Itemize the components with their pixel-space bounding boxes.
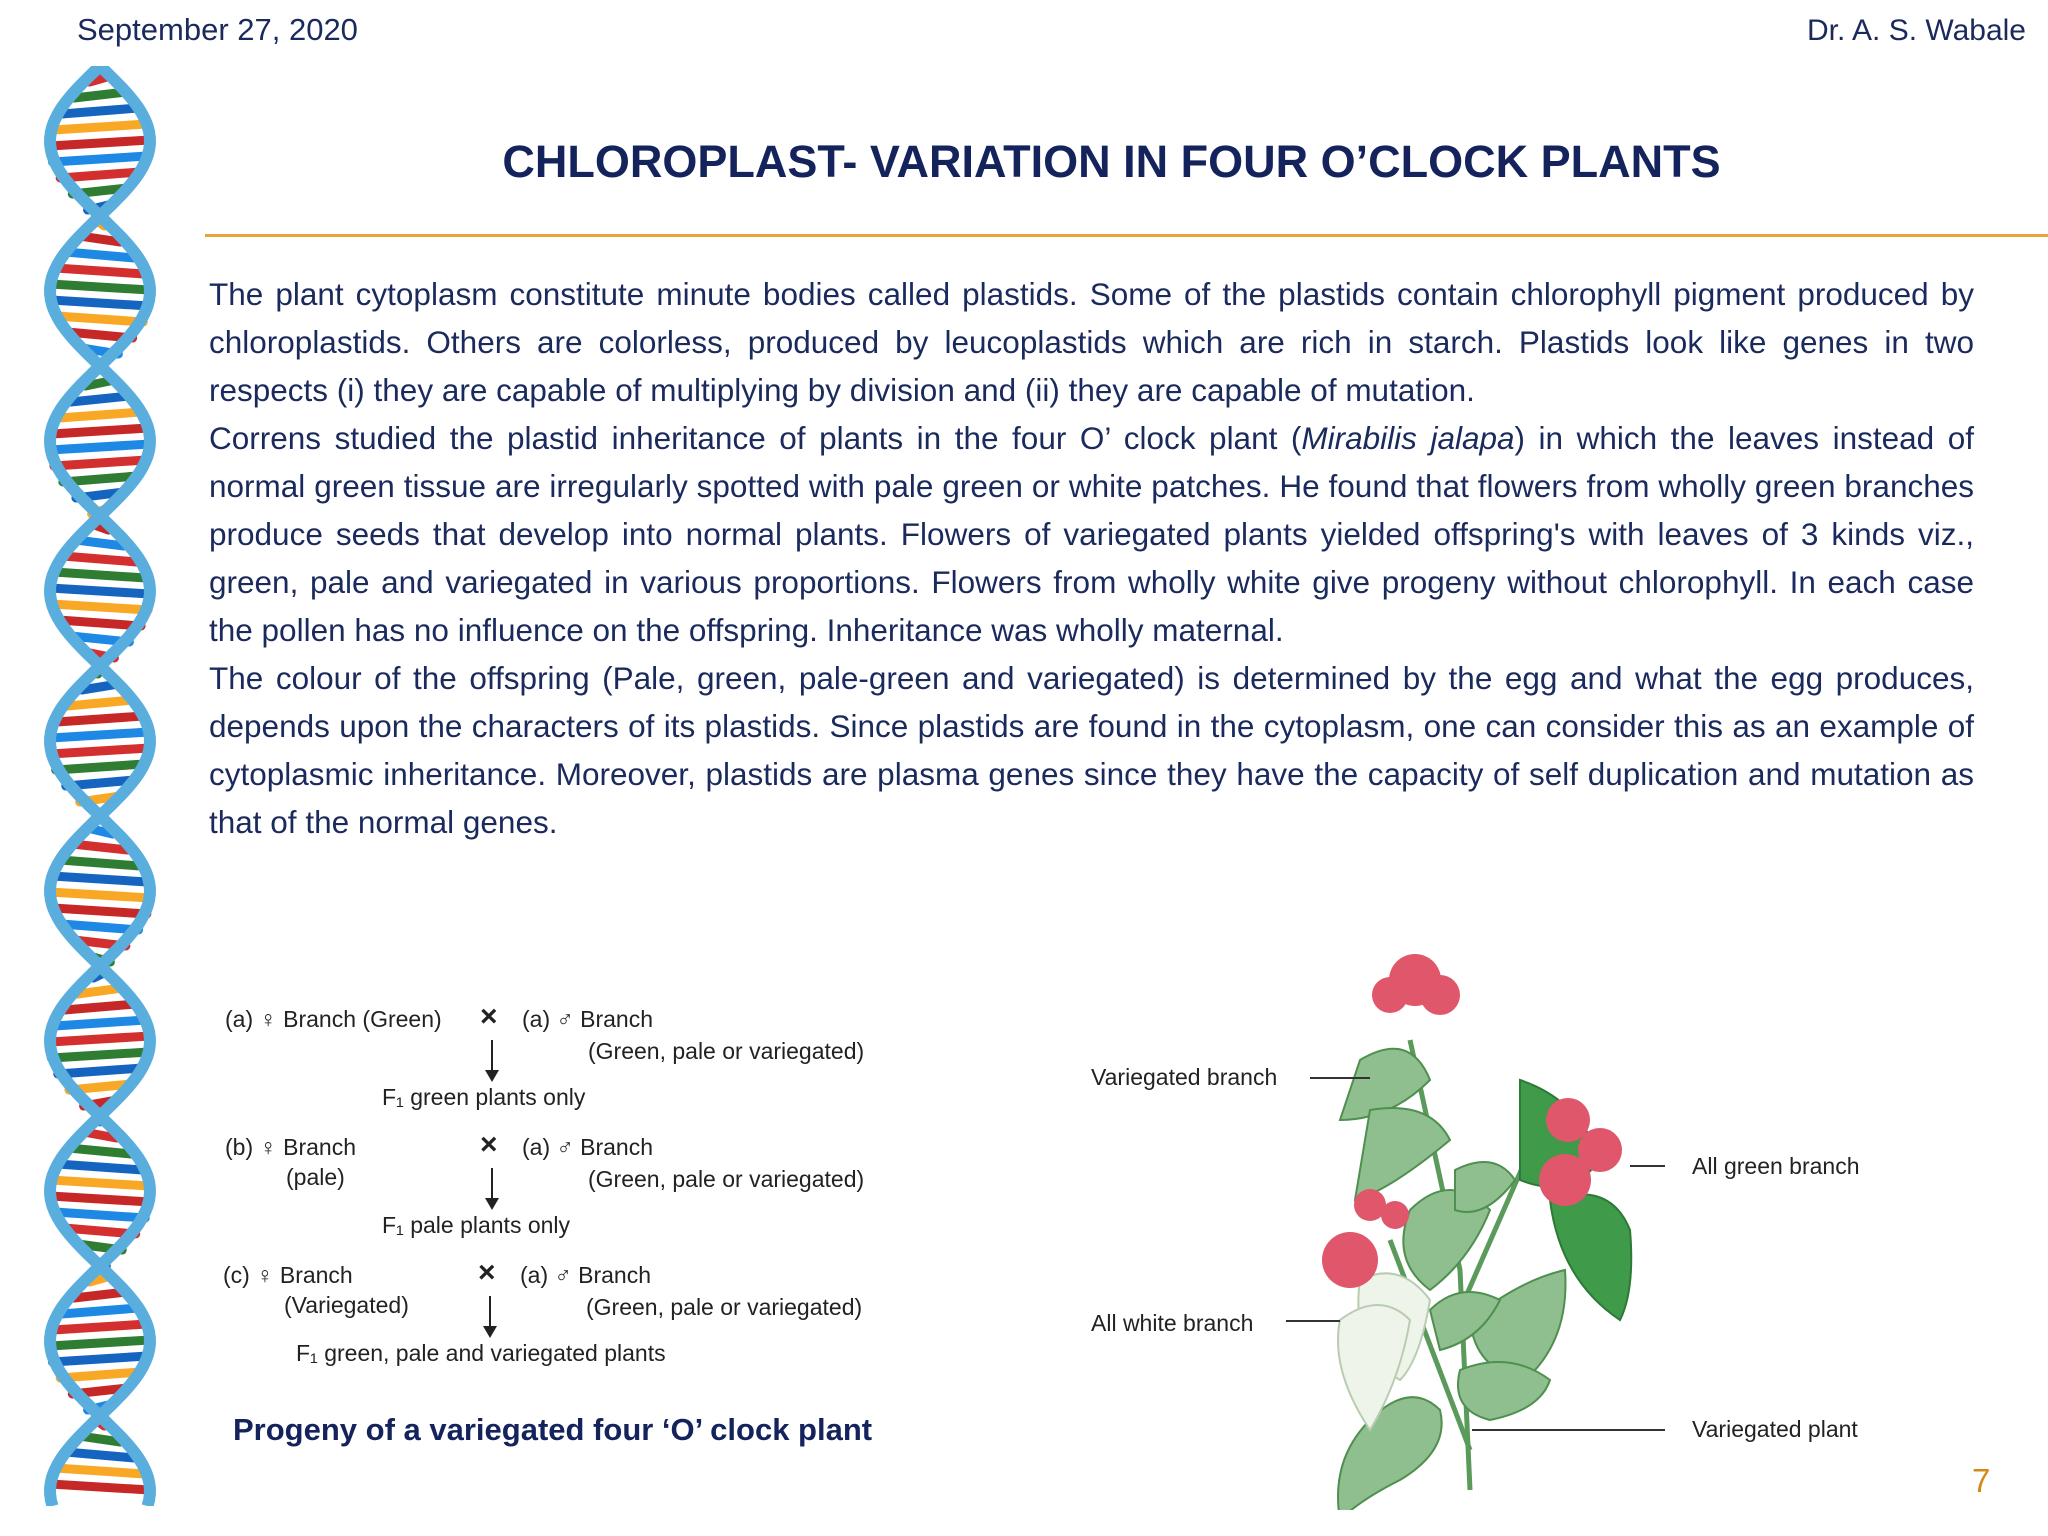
dna-rung bbox=[51, 1484, 150, 1490]
dna-rung bbox=[52, 1356, 147, 1362]
dna-rung bbox=[57, 316, 144, 322]
dna-rung bbox=[60, 172, 140, 178]
dna-rung bbox=[56, 1468, 145, 1474]
dna-rung bbox=[53, 1324, 147, 1330]
dna-rung bbox=[50, 444, 150, 450]
dna-rung bbox=[56, 764, 145, 770]
dna-rung bbox=[51, 1052, 148, 1058]
dna-rung bbox=[52, 156, 147, 162]
dna-rung bbox=[51, 1180, 148, 1186]
dna-rung bbox=[54, 572, 146, 578]
dna-rung bbox=[58, 1068, 142, 1074]
diagram-caption: Progeny of a variegated four ‘O’ clock plant bbox=[233, 1412, 873, 1447]
dna-rung bbox=[50, 1340, 150, 1346]
dna-rung bbox=[57, 716, 144, 722]
dna-rung bbox=[54, 460, 146, 466]
paragraph-colour: The colour of the offspring (Pale, green, pale-green and variegated) is determined by the egg and what the egg produces, depends upon the characters of its plastids. Since plastids are found in the cytoplasm, one can consider this as an example of cytoplasmic inheritance. Moreover, plastids are plasma genes since they have the capacity of self duplication and mutation as that of the normal genes. bbox=[209, 660, 1974, 840]
dna-rung bbox=[61, 924, 138, 930]
cross-a-female: (a) ♀ Branch (Green) bbox=[225, 1006, 442, 1032]
cross-c-male: (a) ♂ Branch bbox=[520, 1262, 652, 1288]
dna-rung bbox=[53, 908, 147, 914]
arrow-down-icon bbox=[491, 1040, 493, 1080]
label-all-white-branch: All white branch bbox=[1091, 1310, 1254, 1336]
dna-rung bbox=[74, 92, 126, 98]
dna-rung bbox=[50, 140, 150, 146]
dna-rung bbox=[59, 620, 141, 626]
dna-rung bbox=[59, 412, 141, 418]
paragraph-correns bbox=[209, 414, 1974, 654]
cross-c-male-detail: (Green, pale or variegated) bbox=[586, 1294, 863, 1320]
dna-rung bbox=[55, 1212, 145, 1218]
text-span: Correns studied the plastid inheritance of plants in the four O’ clock plant ( bbox=[209, 420, 1302, 456]
arrow-down-icon bbox=[489, 1296, 491, 1336]
dna-rung bbox=[51, 300, 149, 306]
paragraph-plastids: The plant cytoplasm constitute minute bodies called plastids. Some of the plastids contain chlorophyll pigment produced by chloroplastids. Others are colorless, produced by leucoplastids which are rich in starch. Plastids look like genes in two respects (i) they are capable of multiplying by division and (ii) they are capable of mutation. bbox=[209, 276, 1974, 408]
dna-rung bbox=[64, 1004, 135, 1010]
cross-c-female: (c) ♀ Branch bbox=[223, 1262, 353, 1288]
cross-symbol: × bbox=[480, 1000, 498, 1033]
dna-rung bbox=[51, 748, 150, 754]
cross-symbol: × bbox=[478, 1256, 496, 1289]
dna-rung bbox=[61, 108, 138, 114]
label-all-green-branch: All green branch bbox=[1692, 1153, 1860, 1179]
cross-b-female-detail: (pale) bbox=[286, 1164, 345, 1190]
dna-rung bbox=[58, 1164, 142, 1170]
cross-b-result: F₁ pale plants only bbox=[382, 1212, 571, 1238]
cross-a-male: (a) ♂ Branch bbox=[522, 1006, 654, 1032]
dna-rung bbox=[71, 396, 130, 402]
dna-rung bbox=[67, 700, 132, 706]
cross-b-male-detail: (Green, pale or variegated) bbox=[588, 1166, 865, 1192]
page-number: 7 bbox=[1972, 1462, 1991, 1499]
cross-diagram bbox=[220, 1000, 900, 1380]
dna-rung bbox=[51, 732, 149, 738]
dna-rung bbox=[52, 876, 147, 882]
dna-rung bbox=[51, 284, 150, 290]
dna-rung bbox=[74, 1292, 126, 1298]
dna-rung bbox=[50, 1036, 149, 1042]
dna-rung bbox=[66, 1452, 134, 1458]
cross-c-female-detail: (Variegated) bbox=[284, 1292, 409, 1318]
dna-rung bbox=[50, 588, 150, 594]
dna-rung bbox=[66, 252, 134, 258]
cross-b-male: (a) ♂ Branch bbox=[522, 1134, 654, 1160]
body-text bbox=[209, 270, 1974, 846]
dna-rung bbox=[56, 268, 145, 274]
text-span: ) in which the leaves instead of normal green tissue are irregularly spotted with pale green or white patches. He found that flowers from wholly green branches produce seeds that develop into normal plants. Flowers of variegated plants yielded offspring's with leaves of 3 kinds viz., green, pale and variegated in various proportions. Flowers from wholly white give progeny without chlorophyll. In each case the pollen has no influence on the offspring. Inheritance was wholly maternal. bbox=[209, 420, 1974, 648]
dna-rung bbox=[52, 428, 148, 434]
cross-symbol: × bbox=[480, 1128, 498, 1161]
cross-a-result: F₁ green plants only bbox=[382, 1084, 586, 1110]
dna-rung bbox=[53, 124, 147, 130]
arrow-down-icon bbox=[491, 1168, 493, 1208]
dna-rung bbox=[61, 1308, 138, 1314]
dna-helix-illustration bbox=[30, 66, 170, 1506]
dna-rung bbox=[60, 860, 140, 866]
label-variegated-branch: Variegated branch bbox=[1091, 1064, 1278, 1090]
slide-author: Dr. A. S. Wabale bbox=[1807, 14, 2026, 47]
slide-title: CHLOROPLAST- VARIATION IN FOUR O’CLOCK PLANTS bbox=[502, 136, 1721, 187]
dna-rung bbox=[50, 892, 150, 898]
dna-rung bbox=[63, 556, 137, 562]
dna-rung bbox=[52, 604, 148, 610]
label-variegated-plant: Variegated plant bbox=[1692, 1416, 1858, 1442]
species-name: Mirabilis jalapa bbox=[1301, 420, 1515, 456]
dna-rung bbox=[72, 844, 127, 850]
cross-b-female: (b) ♀ Branch bbox=[225, 1134, 357, 1160]
slide-date: September 27, 2020 bbox=[77, 12, 358, 47]
dna-rung bbox=[69, 1148, 131, 1154]
dna-rung bbox=[60, 1372, 140, 1378]
cross-c-result: F₁ green, pale and variegated plants bbox=[296, 1340, 666, 1366]
cross-a-male-detail: (Green, pale or variegated) bbox=[588, 1038, 865, 1064]
dna-rung bbox=[55, 1020, 145, 1026]
dna-rung bbox=[50, 1196, 149, 1202]
title-divider bbox=[205, 234, 2048, 237]
